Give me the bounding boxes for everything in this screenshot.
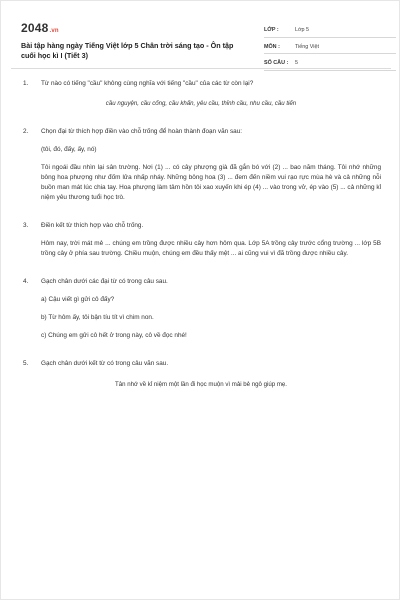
question-options: cầu nguyện, cầu cống, cầu khấn, yêu cầu, thỉnh cầu, nhu cầu, cầu tiến [105,100,297,107]
question-text: Chọn đại từ thích hợp điền vào chỗ trống để hoàn thành đoạn văn sau: [41,128,243,135]
question-paragraph: Tôi ngoái đầu nhìn lại sân trường. Nơi (1) ... có cây phượng già đã gắn bó với (2) ... bao năm tháng. Tôi nhớ những bông hoa phượng như đốm lửa nhấp nháy. Những bông hoa (3) ... đem đến niềm vui rạo rực mùa hè và cả những nỗi buồn man mát lúc chia tay. Hoa phượng làm tâm hồn tôi xao xuyến khi ép (4) ... vào trong vở, ép vào (5) ... cả những kỉ niệm yêu thương tuổi học trò. [41,164,381,201]
meta-label: LỚP : [264,27,279,33]
question-text: Từ nào có tiếng "cầu" không cùng nghĩa với tiếng "cầu" của các từ còn lại? [41,80,254,87]
question-4 [11,277,391,341]
question-paragraph: Hôm nay, trời mát mẻ ... chúng em trồng được nhiều cây hơn hôm qua. Lớp 5A trồng cây trước cổng trường ... lớp 5B trồng cây ở phía sau trường. Chiều muộn, chúng em đều thấy mệt ... ai cũng vui vì đã trồng được nhiều cây. [41,240,381,257]
meta-row-class [264,25,396,38]
logo-suffix: .vn [49,28,59,34]
questions-list [11,79,391,390]
meta-value: 5 [295,60,298,66]
meta-value: Lớp 5 [295,27,310,33]
question-5 [11,359,391,390]
header-divider [11,68,391,69]
question-text: Gạch chân dưới kết từ có trong câu văn sau. [41,360,169,367]
question-number: 3. [23,222,29,229]
question-sentence: Tân nhớ về kỉ niệm một lần đi học muộn vì mải bẻ ngô giúp mẹ. [115,381,287,388]
site-logo[interactable] [21,21,59,35]
question-number: 2. [23,128,29,135]
logo-text: 2048 [21,21,49,35]
meta-label: MÔN : [264,43,280,50]
meta-value: Tiếng Việt [295,43,319,50]
question-item-a: a) Cậu viết gì gửi cô đấy? [41,296,115,303]
meta-label: SỐ CÂU : [264,60,289,66]
spacer [11,109,391,127]
spacer [11,341,391,359]
question-item-b: b) Từ hôm ấy, tôi bận tíu tít vì chim non. [41,314,154,321]
question-number: 4. [23,278,29,285]
question-2 [11,127,391,203]
header [11,11,391,66]
question-text: Điền kết từ thích hợp vào chỗ trống. [41,222,144,229]
question-number: 5. [23,360,29,367]
question-choices: (tôi, đó, đấy, ấy, nó) [41,146,97,153]
meta-row-subject [264,42,396,55]
question-3 [11,221,391,259]
question-1 [11,79,391,109]
document-title: Bài tập hàng ngày Tiếng Việt lớp 5 Chân trời sáng tạo - Ôn tập cuối học kì I (Tiết 3) [21,41,234,60]
question-number: 1. [23,80,29,87]
spacer [11,259,391,277]
question-text: Gạch chân dưới các đại từ có trong câu sau. [41,278,168,285]
question-item-c: c) Chúng em gửi cô hết ở trong này, cô về đọc nhé! [41,332,187,339]
spacer [11,203,391,221]
